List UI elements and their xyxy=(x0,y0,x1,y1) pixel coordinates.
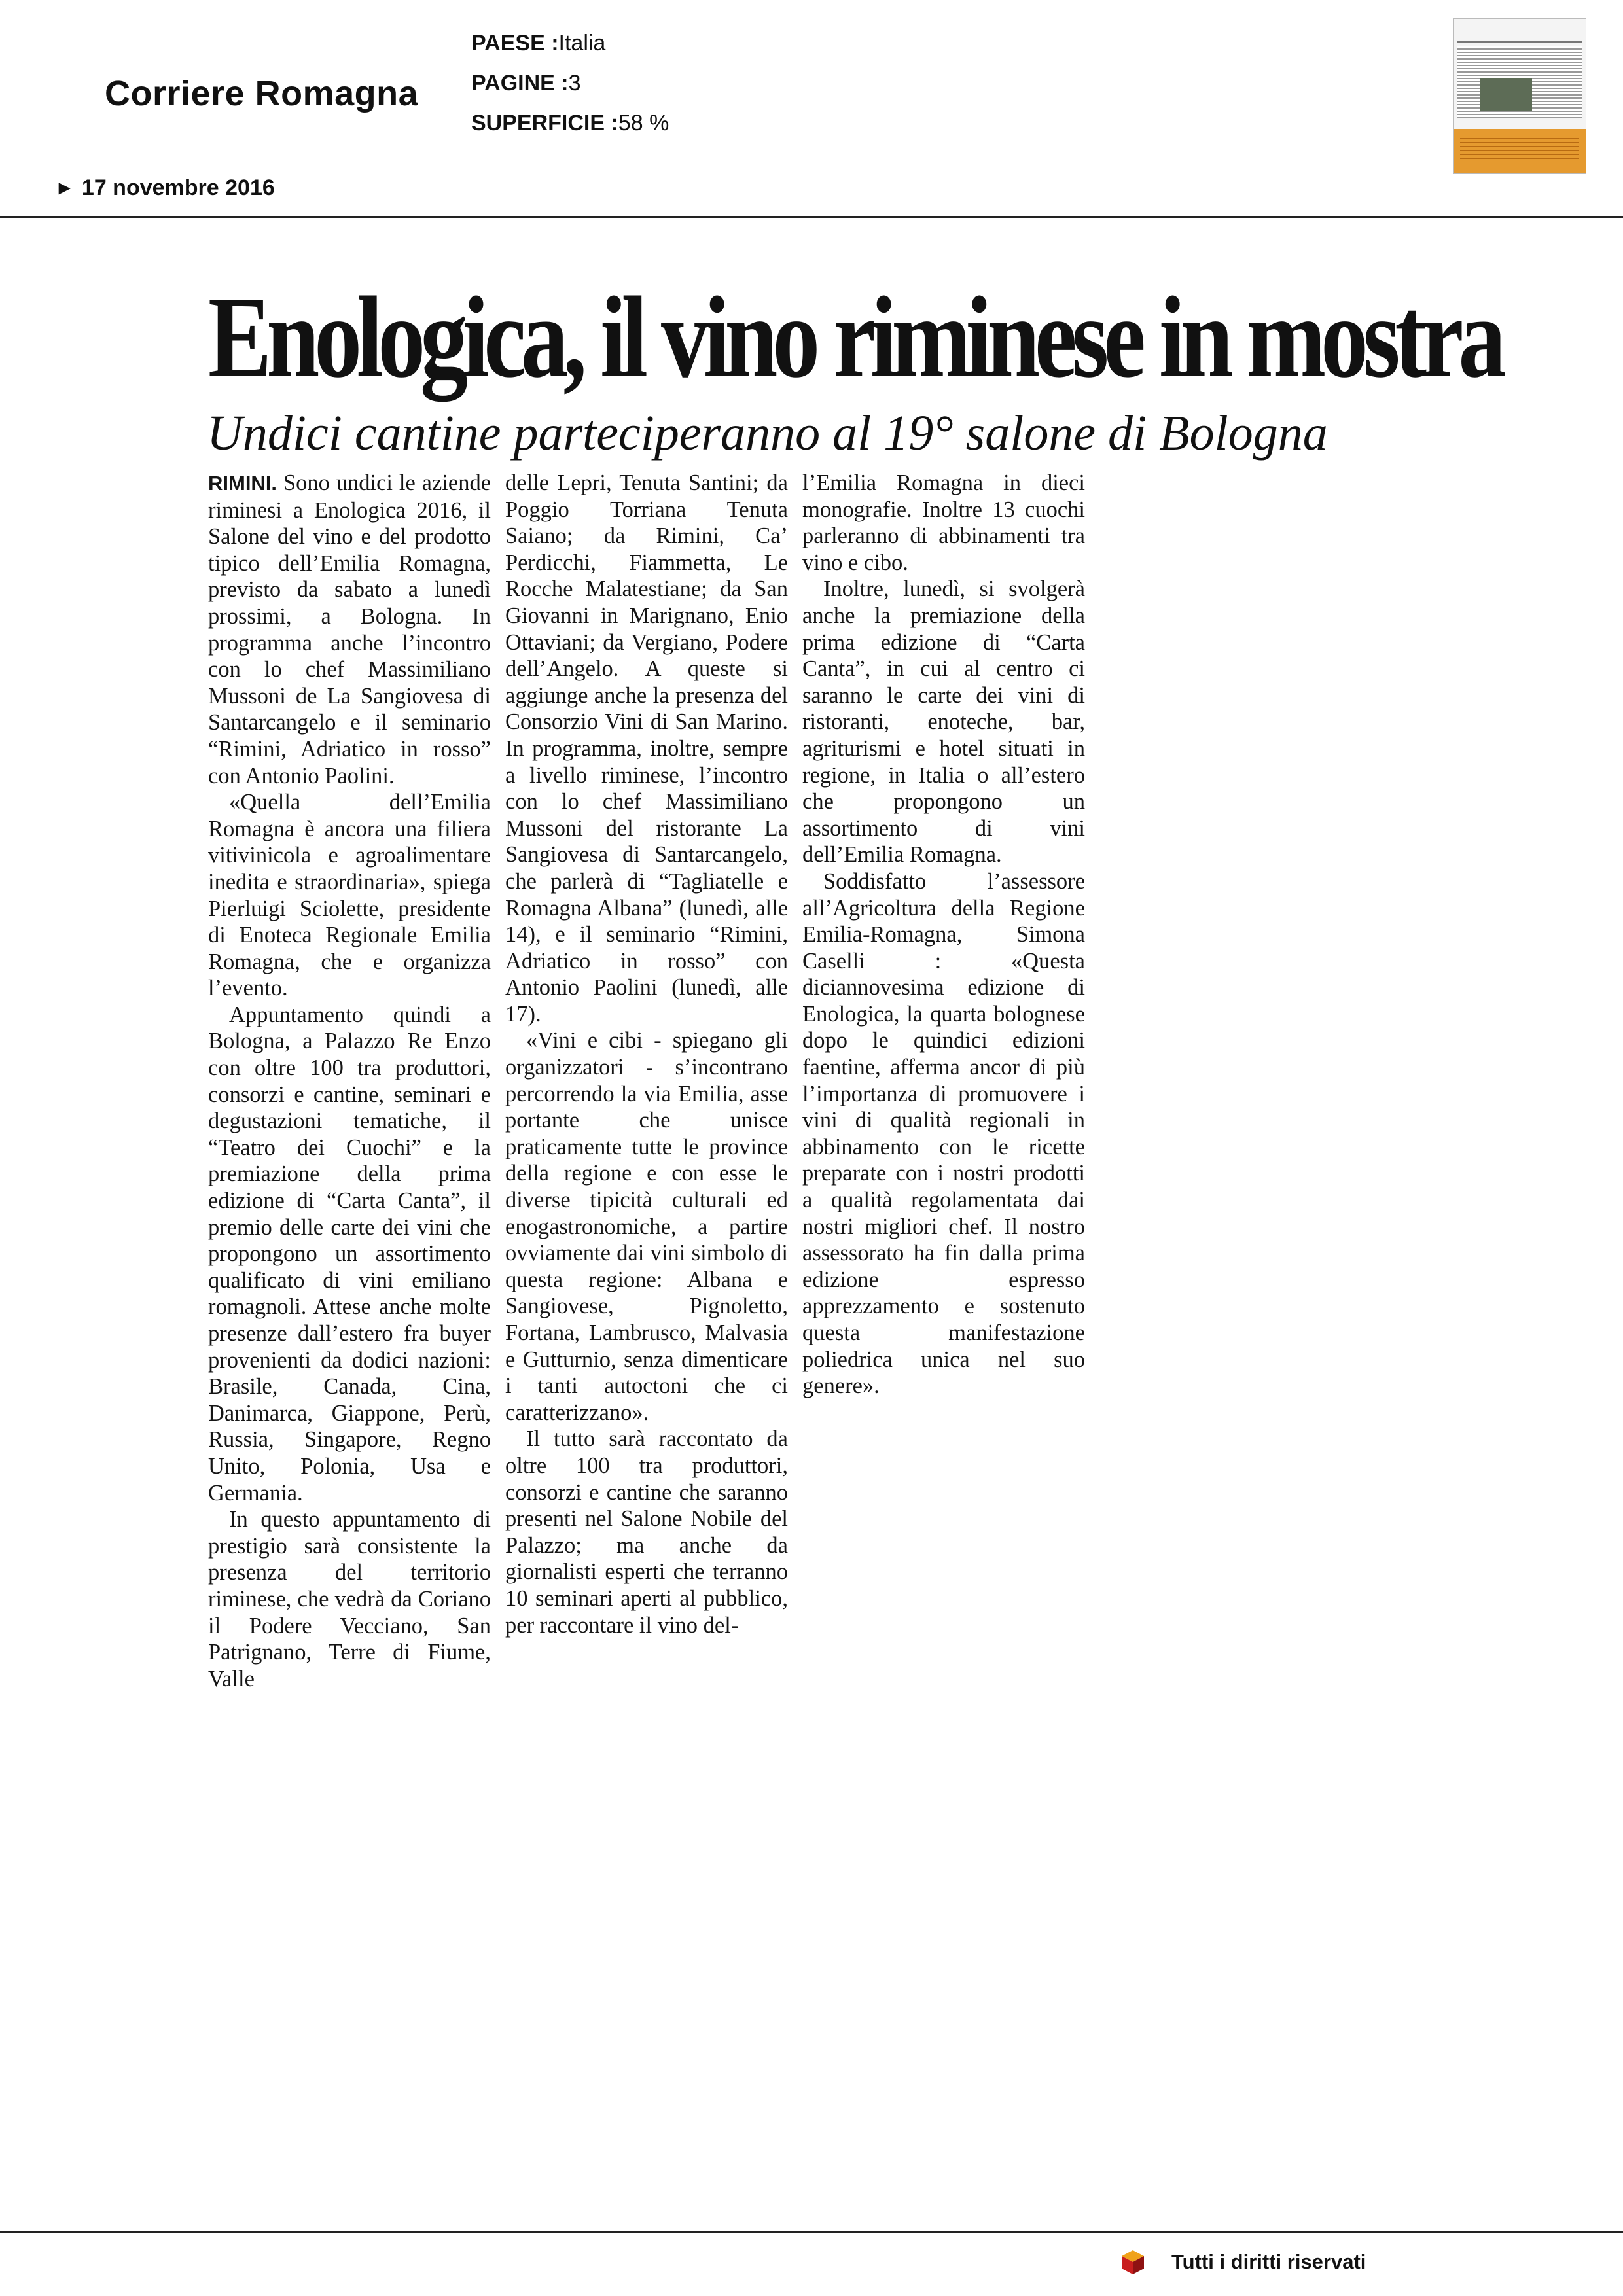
meta-paese xyxy=(471,24,669,63)
cube-logo-icon xyxy=(1119,2248,1147,2276)
meta-superficie xyxy=(471,103,669,143)
thumbnail-highlight xyxy=(1454,129,1586,173)
paragraph: Appuntamento quindi a Bologna, a Palazzo Re Enzo con oltre 100 tra produttori, consorzi e cantine, seminari e degustazioni tematiche, il “Teatro dei Cuochi” e la premiazione della prima edizione di “Carta Canta”, il premio delle carte dei vini che propongono un assortimento qualificato di vini emiliano romagnoli. Attese anche molte presenze dall’estero fra buyer provenienti da dodici nazioni: Brasile, Canada, Cina, Danimarca, Giappone, Perù, Russia, Singapore, Regno Unito, Polonia, Usa e Germania. xyxy=(208,1002,491,1506)
clipping-metadata xyxy=(471,24,669,143)
meta-paese-value: Italia xyxy=(558,31,606,56)
rights-notice: Tutti i diritti riservati xyxy=(1171,2250,1366,2273)
triangle-bullet-icon: ▶ xyxy=(59,179,70,196)
thumbnail-photo xyxy=(1480,78,1532,111)
article-column-2 xyxy=(505,470,788,1638)
article-column-1 xyxy=(208,470,491,1692)
header-divider xyxy=(0,216,1623,218)
publication-name: Corriere Romagna xyxy=(105,74,419,113)
meta-pagine xyxy=(471,63,669,103)
paragraph: «Quella dell’Emilia Romagna è ancora una filiera vitivinicola e agroalimentare inedita e straordinaria», spiega Pierluigi Sciolette, presidente di Enoteca Regionale Emilia Romagna, che e organizza l’evento. xyxy=(208,790,491,1001)
paragraph: In questo appuntamento di prestigio sarà consistente la presenza del territorio riminese, che vedrà da Coriano il Podere Vecciano, San Patrignano, Terre di Fiume, Valle xyxy=(208,1507,491,1691)
paragraph: Inoltre, lunedì, si svolgerà anche la premiazione della prima edizione di “Carta Canta”, in cui al centro ci saranno le carte dei vini di ristoranti, enoteche, bar, agriturismi e hotel situati in regione, in Italia o all’estero che propongono un assortimento di vini dell’Emilia Romagna. xyxy=(802,576,1085,868)
article-headline: Enologica, il vino riminese in mostra xyxy=(208,272,1501,402)
article-column-3 xyxy=(802,470,1085,1400)
clipping-header xyxy=(0,0,1623,220)
paragraph-text: Sono undici le aziende riminesi a Enologica 2016, il Salone del vino e del prodotto tipico dell’Emilia Romagna, previsto da sabato a lunedì prossimi, a Bologna. In programma anche l’incontro con lo chef Massimiliano Mussoni de La Sangiovesa di Santarcangelo e il seminario “Rimini, Adriatico in rosso” con Antonio Paolini. xyxy=(208,470,491,788)
meta-superficie-value: 58 % xyxy=(618,111,669,135)
meta-paese-label: PAESE : xyxy=(471,31,559,56)
paragraph xyxy=(208,470,491,789)
paragraph: l’Emilia Romagna in dieci monografie. Inoltre 13 cuochi parleranno di abbinamenti tra vino e cibo. xyxy=(802,470,1085,575)
paragraph: Il tutto sarà raccontato da oltre 100 tra produttori, consorzi e cantine che saranno presenti nel Salone Nobile del Palazzo; ma anche da giornalisti esperti che terranno 10 seminari aperti al pubblico, per raccontare il vino del- xyxy=(505,1426,788,1638)
paragraph: Soddisfatto l’assessore all’Agricoltura della Regione Emilia-Romagna, Simona Caselli : «Questa diciannovesima edizione di Enologica, la quarta bolognese dopo le quindici edizioni faentine, afferma ancor di più l’importanza di promuovere i vini di qualità regionali in abbinamento con le ricette preparate con i nostri prodotti a qualità regolamentata dai nostri migliori chef. Il nostro assessorato ha fin dalla prima edizione espresso apprezzamento e sostenuto questa manifestazione poliedrica unica nel suo genere». xyxy=(802,868,1085,1399)
meta-pagine-value: 3 xyxy=(568,71,581,96)
meta-superficie-label: SUPERFICIE : xyxy=(471,111,618,135)
article-subheadline: Undici cantine parteciperanno al 19° salone di Bologna xyxy=(207,406,1328,461)
footer-divider xyxy=(0,2231,1623,2233)
dateline: RIMINI. xyxy=(208,472,277,495)
date-text: 17 novembre 2016 xyxy=(81,175,275,200)
paragraph: delle Lepri, Tenuta Santini; da Poggio Torriana Tenuta Saiano; da Rimini, Ca’ Perdicchi, Fiammetta, Le Rocche Malatestiane; da San Giovanni in Marignano, Enio Ottaviani; da Vergiano, Podere dell’Angelo. A queste si aggiunge anche la presenza del Consorzio Vini di San Marino. In programma, inoltre, sempre a livello riminese, l’incontro con lo chef Massimiliano Mussoni del ristorante La Sangiovesa di Santarcangelo, che parlerà di “Tagliatelle e Romagna Albana” (lunedì, alle 14), e il seminario “Rimini, Adriatico in rosso” con Antonio Paolini (lunedì, alle 17). xyxy=(505,470,788,1027)
thumbnail-masthead xyxy=(1457,23,1582,43)
meta-pagine-label: PAGINE : xyxy=(471,71,569,96)
footer xyxy=(1119,2246,1366,2278)
page-thumbnail-icon[interactable] xyxy=(1453,18,1586,174)
paragraph: «Vini e cibi - spiegano gli organizzatori - s’incontrano percorrendo la via Emilia, asse portante che unisce praticamente tutte le province della regione e con esse le diverse tipicità culturali ed enogastronomiche, a partire ovviamente dai vini simbolo di questa regione: Albana e Sangiovese, Pignoletto, Fortana, Lambrusco, Malvasia e Gutturnio, senza dimenticare i tanti autoctoni che ci caratterizzano». xyxy=(505,1028,788,1425)
publication-date xyxy=(59,175,275,201)
